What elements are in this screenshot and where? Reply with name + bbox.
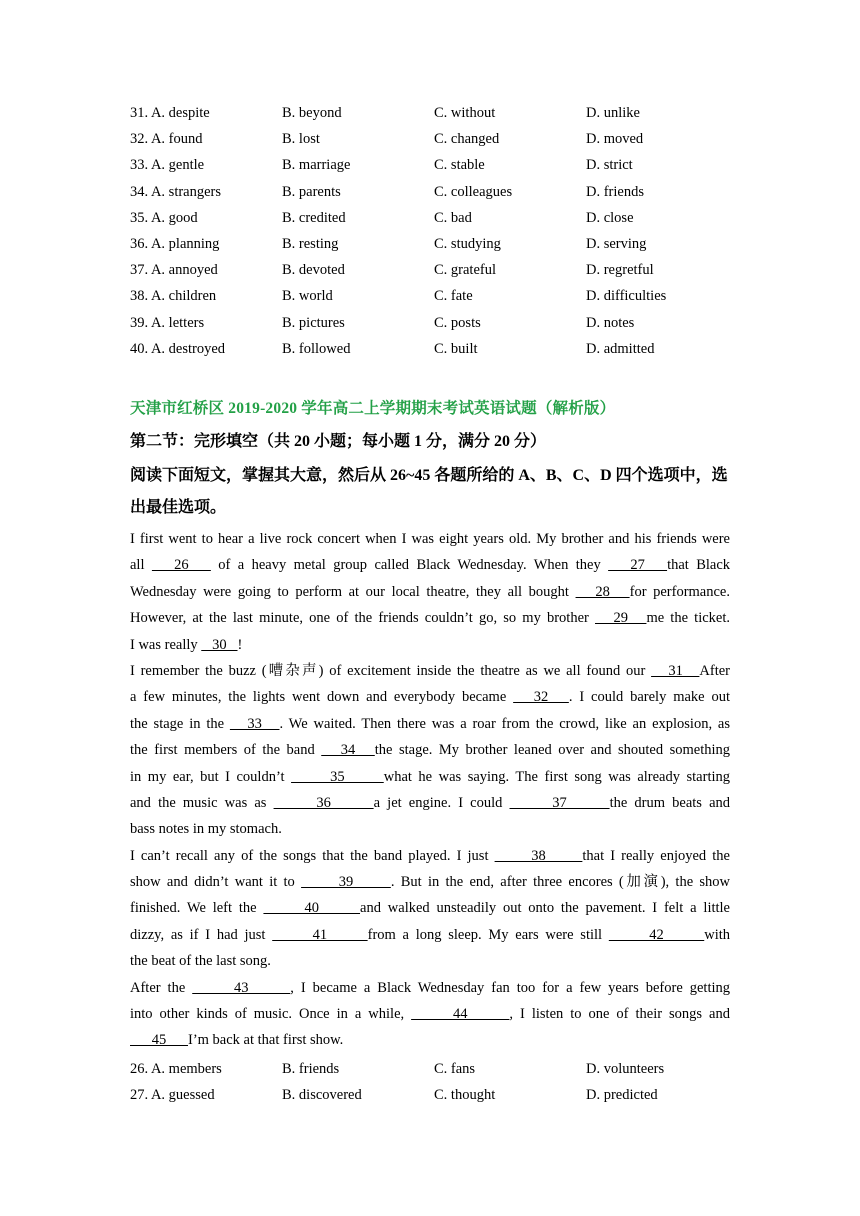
blank-number: 45 [130, 1032, 188, 1049]
passage-text: what he was saying. The first song was already starting [383, 768, 731, 785]
passage-line [130, 895, 730, 921]
option-row [130, 100, 750, 126]
passage-text: of a heavy metal group called Black Wednesday. When they [210, 557, 609, 574]
blank-number: 44 [411, 1006, 510, 1023]
passage-text: However, at the last minute, one of the friends couldn’t go, so my brother [130, 610, 596, 627]
instructions: 阅读下面短文，掌握其大意，然后从 26~45 各题所给的 A、B、C、D 四个选项中，选出最佳选项。 [130, 467, 728, 516]
passage-text: from a long sleep. My ears were still [367, 926, 609, 943]
option-b: B. pictures [282, 314, 345, 331]
option-d: D. serving [586, 235, 647, 252]
passage-text: a jet engine. I could [373, 794, 510, 811]
option-c: C. colleagues [434, 183, 513, 200]
options-table-26-27 [130, 1056, 750, 1108]
option-row [130, 1082, 750, 1108]
option-d: D. notes [586, 314, 635, 331]
passage-line [130, 526, 730, 552]
option-a: 40. A. destroyed [130, 340, 226, 357]
passage-line [130, 605, 730, 631]
option-c: C. built [434, 340, 478, 357]
option-c: C. studying [434, 235, 501, 252]
blank-number: 28 [575, 583, 630, 600]
passage-text: that I really enjoyed the [582, 847, 730, 864]
option-a: 34. A. strangers [130, 183, 222, 200]
passage-text: that Black [667, 557, 731, 574]
option-b: B. followed [282, 340, 351, 357]
passage-text: , I listen to one of their songs and [509, 1006, 730, 1023]
passage-text: the beat of the last song. [130, 953, 271, 970]
option-d: D. volunteers [586, 1061, 665, 1077]
option-b: B. parents [282, 183, 341, 200]
blank-number: 29 [595, 610, 647, 627]
option-a: 38. A. children [130, 288, 217, 305]
option-a: 39. A. letters [130, 314, 205, 331]
option-a: 26. A. members [130, 1061, 222, 1077]
passage-text: and the music was as [130, 794, 274, 811]
passage-line [130, 579, 730, 605]
option-row [130, 283, 750, 309]
blank-number: 39 [301, 874, 391, 891]
passage-line [130, 658, 730, 684]
passage-text: . I could barely make out [568, 689, 731, 706]
option-a: 35. A. good [130, 209, 198, 226]
blank-number: 41 [272, 926, 368, 943]
passage-line [130, 1001, 730, 1027]
option-d: D. predicted [586, 1087, 658, 1104]
option-a: 27. A. guessed [130, 1087, 215, 1104]
option-b: B. friends [282, 1061, 340, 1077]
passage-text: the first members of the band [130, 742, 322, 759]
option-c: C. grateful [434, 262, 497, 279]
passage-text: ! [237, 636, 243, 653]
option-row [130, 126, 750, 152]
option-b: B. lost [282, 131, 320, 148]
passage-line [130, 790, 730, 816]
blank-number: 27 [608, 557, 668, 574]
passage-text: the stage in the [130, 715, 230, 732]
blank-number: 33 [229, 715, 280, 732]
blank-number: 31 [651, 662, 700, 679]
option-row [130, 179, 750, 205]
passage-text: bass notes in my stomach. [130, 821, 282, 838]
option-c: C. fans [434, 1061, 476, 1077]
passage-text: the drum beats and [609, 794, 730, 811]
exam-title: 天津市红桥区 2019-2020 学年高二上学期期末考试英语试题（解析版） [130, 400, 616, 417]
cloze-passage [130, 526, 730, 1054]
option-a: 33. A. gentle [130, 157, 205, 174]
passage-text: I first went to hear a live rock concert when I was eight years old. My brother and his friends were [130, 531, 730, 547]
option-d: D. admitted [586, 340, 655, 357]
passage-text: for performance. [629, 583, 730, 600]
section-title: 第二节：完形填空（共 20 小题；每小题 1 分，满分 20 分） [130, 433, 547, 450]
option-c: C. thought [434, 1087, 496, 1104]
blank-number: 37 [509, 794, 610, 811]
option-b: B. world [282, 288, 333, 305]
passage-line [130, 737, 730, 763]
blank-number: 42 [608, 926, 705, 943]
passage-text: the stage. My brother leaned over and shouted something [374, 742, 731, 759]
passage-line [130, 975, 730, 1001]
option-row [130, 205, 750, 231]
option-b: B. devoted [282, 262, 345, 279]
passage-line [130, 552, 730, 578]
blank-number: 40 [263, 900, 361, 917]
passage-text: . But in the end, after three encores (加演), the show [390, 874, 731, 891]
option-row [130, 257, 750, 283]
option-row [130, 231, 750, 257]
blank-number: 43 [192, 979, 291, 996]
passage-line [130, 922, 730, 948]
option-b: B. credited [282, 209, 346, 226]
passage-text: , I became a Black Wednesday fan too for a few years before getting [290, 979, 730, 996]
option-d: D. difficulties [586, 288, 667, 305]
passage-text: and walked unsteadily out onto the pavement. I felt a little [360, 900, 730, 917]
passage-text: me the ticket. [646, 610, 731, 627]
options-table-31-40 [130, 100, 750, 362]
option-c: C. bad [434, 209, 472, 226]
passage-text: into other kinds of music. Once in a while, [130, 1006, 412, 1023]
passage-line [130, 711, 730, 737]
option-c: C. posts [434, 314, 481, 331]
option-row [130, 1056, 750, 1082]
option-c: C. without [434, 105, 496, 121]
option-b: B. marriage [282, 157, 351, 174]
option-d: D. strict [586, 157, 633, 174]
blank-number: 36 [273, 794, 374, 811]
option-a: 37. A. annoyed [130, 262, 218, 279]
option-a: 36. A. planning [130, 235, 220, 252]
blank-number: 26 [151, 557, 211, 574]
option-d: D. moved [586, 131, 644, 148]
passage-line [130, 1027, 730, 1053]
option-d: D. regretful [586, 262, 654, 279]
option-row [130, 152, 750, 178]
passage-line [130, 948, 730, 974]
blank-number: 38 [494, 847, 583, 864]
option-c: C. changed [434, 131, 500, 148]
option-d: D. close [586, 209, 634, 226]
blank-number: 30 [201, 636, 238, 653]
passage-text: After the [130, 979, 193, 996]
option-row [130, 310, 750, 336]
option-d: D. friends [586, 183, 644, 200]
passage-text: . We waited. Then there was a roar from the crowd, like an explosion, as [279, 715, 731, 732]
passage-line [130, 816, 730, 842]
passage-text: Wednesday were going to perform at our local theatre, they all bought [130, 583, 576, 600]
passage-line [130, 632, 730, 658]
option-row [130, 336, 750, 362]
passage-text: I’m back at that first show. [188, 1032, 344, 1049]
passage-line [130, 843, 730, 869]
passage-text: finished. We left the [130, 900, 264, 917]
passage-text: I was really [130, 636, 202, 653]
option-c: C. fate [434, 288, 473, 305]
option-b: B. beyond [282, 105, 342, 121]
passage-text: a few minutes, the lights went down and everybody became [130, 689, 514, 706]
passage-text: After [699, 662, 730, 679]
passage-line [130, 764, 730, 790]
blank-number: 32 [513, 689, 569, 706]
passage-text: I remember the buzz (嘈杂声) of excitement inside the theatre as we all found our [130, 662, 652, 679]
passage-line [130, 684, 730, 710]
passage-line [130, 869, 730, 895]
blank-number: 35 [291, 768, 384, 785]
option-c: C. stable [434, 157, 485, 174]
option-a: 31. A. despite [130, 105, 210, 121]
passage-text: I can’t recall any of the songs that the band played. I just [130, 847, 495, 864]
option-b: B. resting [282, 235, 339, 252]
passage-text: all [130, 557, 152, 574]
passage-text: with [704, 926, 731, 943]
blank-number: 34 [321, 742, 375, 759]
passage-text: show and didn’t want it to [130, 874, 302, 891]
passage-text: dizzy, as if I had just [130, 926, 273, 943]
option-d: D. unlike [586, 105, 640, 121]
passage-text: in my ear, but I couldn’t [130, 768, 292, 785]
option-b: B. discovered [282, 1087, 362, 1104]
option-a: 32. A. found [130, 131, 203, 148]
